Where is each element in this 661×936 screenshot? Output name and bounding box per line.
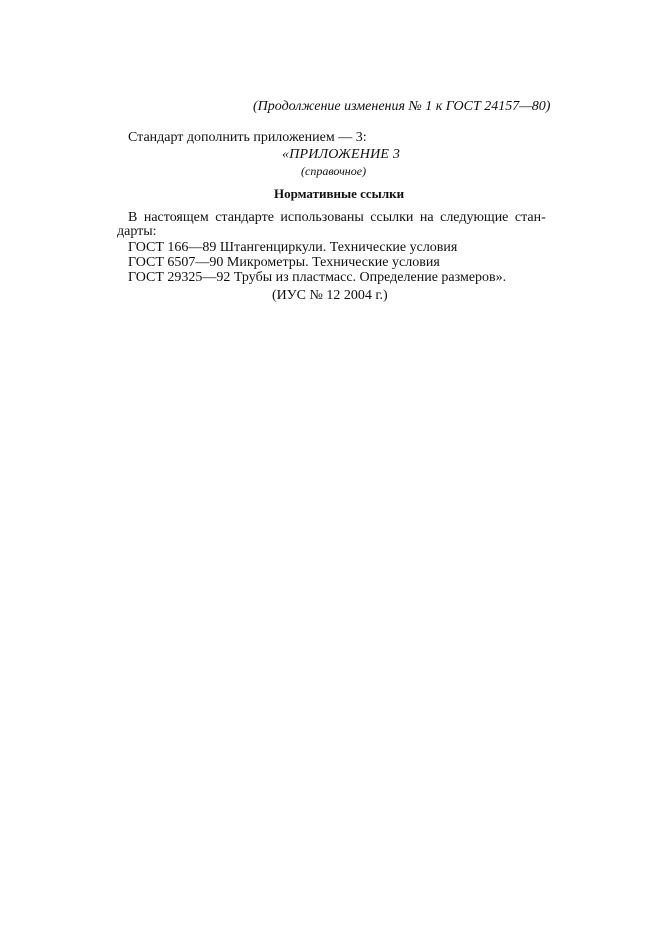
- reference-item: ГОСТ 166—89 Штангенциркули. Технические условия: [128, 240, 458, 255]
- appendix-type: (справочное): [301, 164, 367, 178]
- continuation-header: (Продолжение изменения № 1 к ГОСТ 24157—80): [253, 99, 551, 114]
- ius-note: (ИУС № 12 2004 г.): [272, 288, 388, 303]
- intro-text: Стандарт дополнить приложением — 3:: [128, 130, 367, 145]
- appendix-title: «ПРИЛОЖЕНИЕ 3: [282, 147, 401, 162]
- paragraph-line-2: дарты:: [117, 224, 157, 239]
- section-title: Нормативные ссылки: [274, 186, 405, 201]
- reference-item: ГОСТ 6507—90 Микрометры. Технические условия: [128, 255, 440, 270]
- reference-item: ГОСТ 29325—92 Трубы из пластмасс. Определение размеров».: [128, 270, 507, 285]
- paragraph-line-1: В настоящем стандарте использованы ссылки на следующие стан-: [128, 210, 546, 225]
